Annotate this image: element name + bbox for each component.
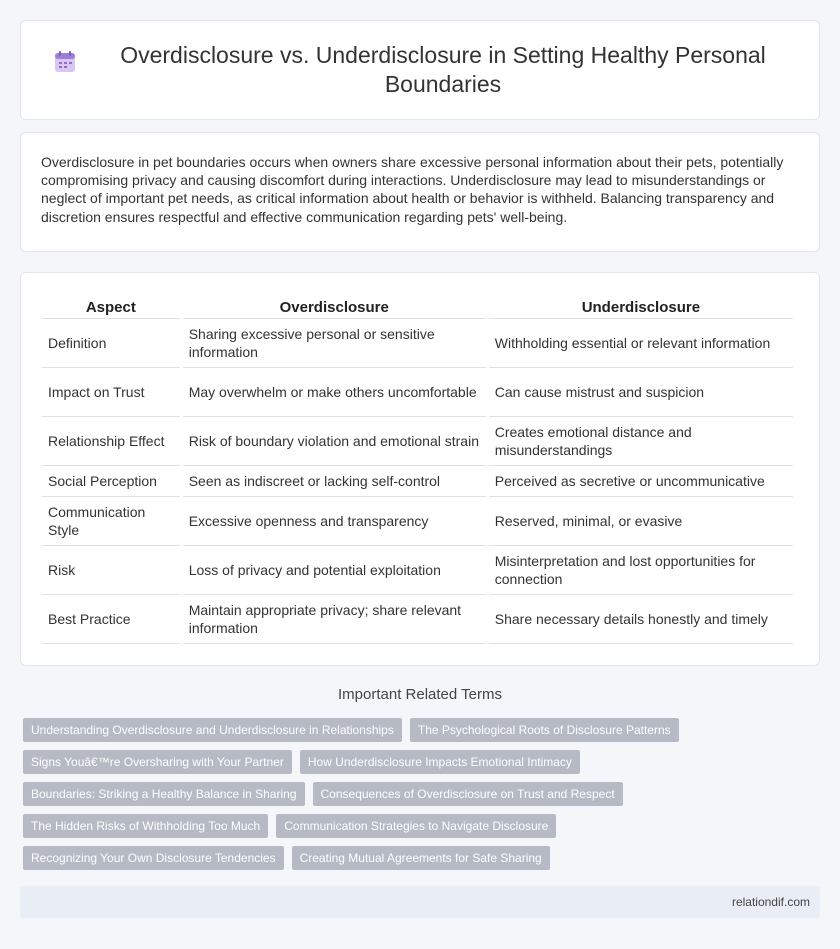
intro-text: Overdisclosure in pet boundaries occurs when owners share excessive personal information about their pets, potentially compromising privacy and causing discomfort during interactions. Underdisclosure may lead to misunderstandings or neglect of important pet needs, as critical information about health or behavior is withheld. Balancing transparency and discretion ensures respectful and effective communication regarding pets' well-being. [41, 154, 784, 225]
cell-aspect: Best Practice [42, 595, 180, 644]
related-term-link[interactable]: Creating Mutual Agreements for Safe Sharing [292, 846, 550, 870]
table-row [42, 319, 793, 368]
cell-underdisclosure: Withholding essential or relevant information [489, 319, 793, 368]
chip-row [23, 782, 823, 806]
table-header-row [42, 287, 793, 319]
cell-aspect: Relationship Effect [42, 417, 180, 466]
page-title: Overdisclosure vs. Underdisclosure in Setting Healthy Personal Boundaries [120, 42, 766, 97]
cell-underdisclosure: Share necessary details honestly and timely [489, 595, 793, 644]
related-term-link[interactable]: Consequences of Overdisclosure on Trust and Respect [313, 782, 623, 806]
cell-underdisclosure: Misinterpretation and lost opportunities for connection [489, 546, 793, 595]
cell-overdisclosure: Risk of boundary violation and emotional strain [183, 417, 486, 466]
related-term-link[interactable]: The Psychological Roots of Disclosure Patterns [410, 718, 679, 742]
related-terms-title: Important Related Terms [338, 686, 502, 703]
chip-row [23, 750, 823, 774]
cell-overdisclosure: May overwhelm or make others uncomfortable [183, 368, 486, 417]
table-row [42, 595, 793, 644]
cell-aspect: Definition [42, 319, 180, 368]
related-term-link[interactable]: Boundaries: Striking a Healthy Balance in Sharing [23, 782, 305, 806]
header-overdisclosure: Overdisclosure [183, 287, 486, 319]
cell-overdisclosure: Sharing excessive personal or sensitive information [183, 319, 486, 368]
table-row [42, 368, 793, 417]
intro-card [20, 132, 820, 252]
related-terms-list [23, 718, 823, 878]
header-aspect: Aspect [42, 287, 180, 319]
related-term-link[interactable]: Recognizing Your Own Disclosure Tendencies [23, 846, 284, 870]
header-card [20, 20, 820, 120]
related-term-link[interactable]: Communication Strategies to Navigate Disclosure [276, 814, 556, 838]
cell-aspect: Social Perception [42, 466, 180, 497]
cell-aspect: Risk [42, 546, 180, 595]
comparison-table-card [20, 272, 820, 666]
chip-row [23, 814, 823, 838]
related-term-link[interactable]: Understanding Overdisclosure and Underdisclosure in Relationships [23, 718, 402, 742]
title-row [21, 21, 819, 119]
cell-underdisclosure: Reserved, minimal, or evasive [489, 497, 793, 546]
footer [20, 886, 820, 918]
related-term-link[interactable]: How Underdisclosure Impacts Emotional Intimacy [300, 750, 580, 774]
chip-row [23, 846, 823, 870]
cell-overdisclosure: Maintain appropriate privacy; share relevant information [183, 595, 486, 644]
cell-overdisclosure: Excessive openness and transparency [183, 497, 486, 546]
related-term-link[interactable]: Signs Youâ€™re Oversharing with Your Partner [23, 750, 292, 774]
table-row [42, 546, 793, 595]
related-term-link[interactable]: The Hidden Risks of Withholding Too Much [23, 814, 268, 838]
cell-aspect: Communication Style [42, 497, 180, 546]
cell-aspect: Impact on Trust [42, 368, 180, 417]
table-row [42, 466, 793, 497]
comparison-table [39, 287, 796, 644]
cell-overdisclosure: Loss of privacy and potential exploitation [183, 546, 486, 595]
chip-row [23, 718, 823, 742]
cell-underdisclosure: Creates emotional distance and misunderstandings [489, 417, 793, 466]
cell-underdisclosure: Perceived as secretive or uncommunicative [489, 466, 793, 497]
cell-underdisclosure: Can cause mistrust and suspicion [489, 368, 793, 417]
footer-site-link[interactable]: relationdif.com [731, 895, 810, 909]
table-row [42, 497, 793, 546]
calendar-icon [52, 49, 78, 75]
cell-overdisclosure: Seen as indiscreet or lacking self-control [183, 466, 486, 497]
table-row [42, 417, 793, 466]
header-underdisclosure: Underdisclosure [489, 287, 793, 319]
